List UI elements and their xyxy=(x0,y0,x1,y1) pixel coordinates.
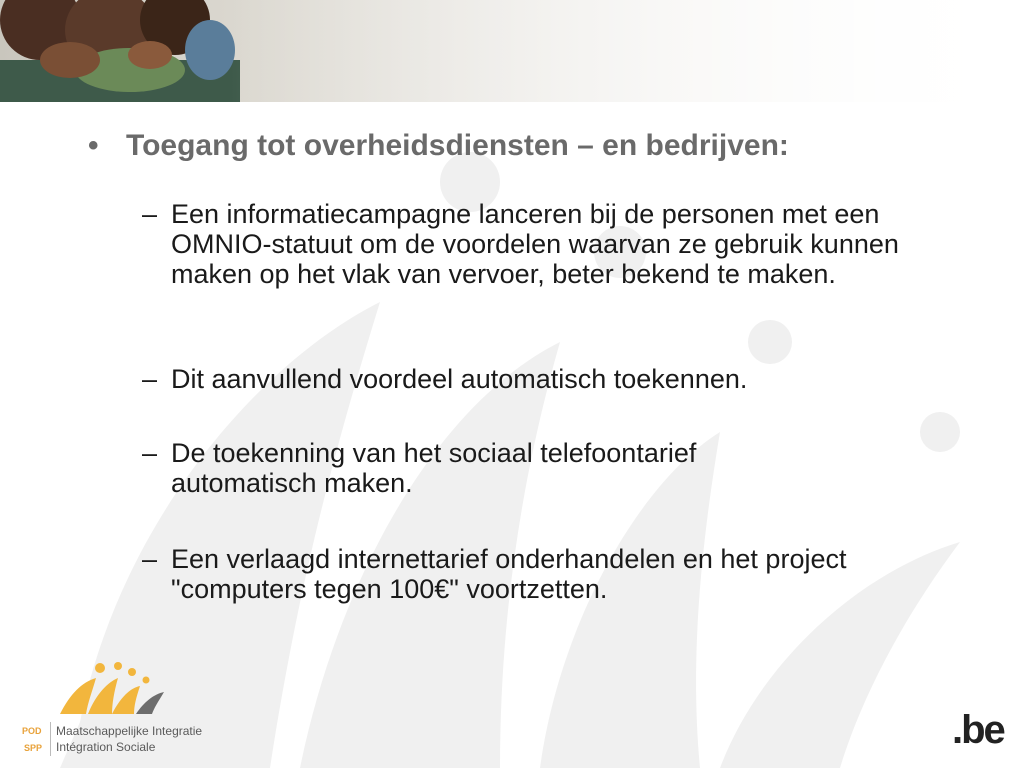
organisation-logo xyxy=(16,658,216,758)
spp-label: SPP xyxy=(24,743,43,753)
dash-marker: – xyxy=(142,364,158,394)
main-bullet-text: Toegang tot overheidsdiensten – en bedrijven: xyxy=(126,129,789,162)
be-logo: .be xyxy=(952,708,1004,752)
org-name-nl: Maatschappelijke Integratie xyxy=(56,724,203,738)
dash-marker: – xyxy=(142,199,158,229)
bullet-dot: • xyxy=(88,129,99,162)
sub-bullet-text: De toekenning van het sociaal telefoontarief automatisch maken. xyxy=(171,438,697,498)
org-name-fr: Intégration Sociale xyxy=(56,740,156,754)
sub-bullet-text: Een informatiecampagne lanceren bij de personen met een OMNIO-statuut om de voordelen waarvan ze gebruik kunnen maken op het vlak van vervoer, beter bekend te maken. xyxy=(171,199,899,289)
people-logo-icon xyxy=(52,658,172,718)
dash-marker: – xyxy=(142,544,158,574)
dash-marker: – xyxy=(142,438,158,468)
sub-bullet-text: Een verlaagd internettarief onderhandelen en het project "computers tegen 100€" voortzetten. xyxy=(171,544,847,604)
header-photo xyxy=(0,0,1024,102)
sub-bullet-text: Dit aanvullend voordeel automatisch toekennen. xyxy=(171,364,748,394)
logo-divider xyxy=(50,722,51,756)
pod-label: POD xyxy=(22,726,42,736)
header-photo-banner xyxy=(0,0,1024,102)
